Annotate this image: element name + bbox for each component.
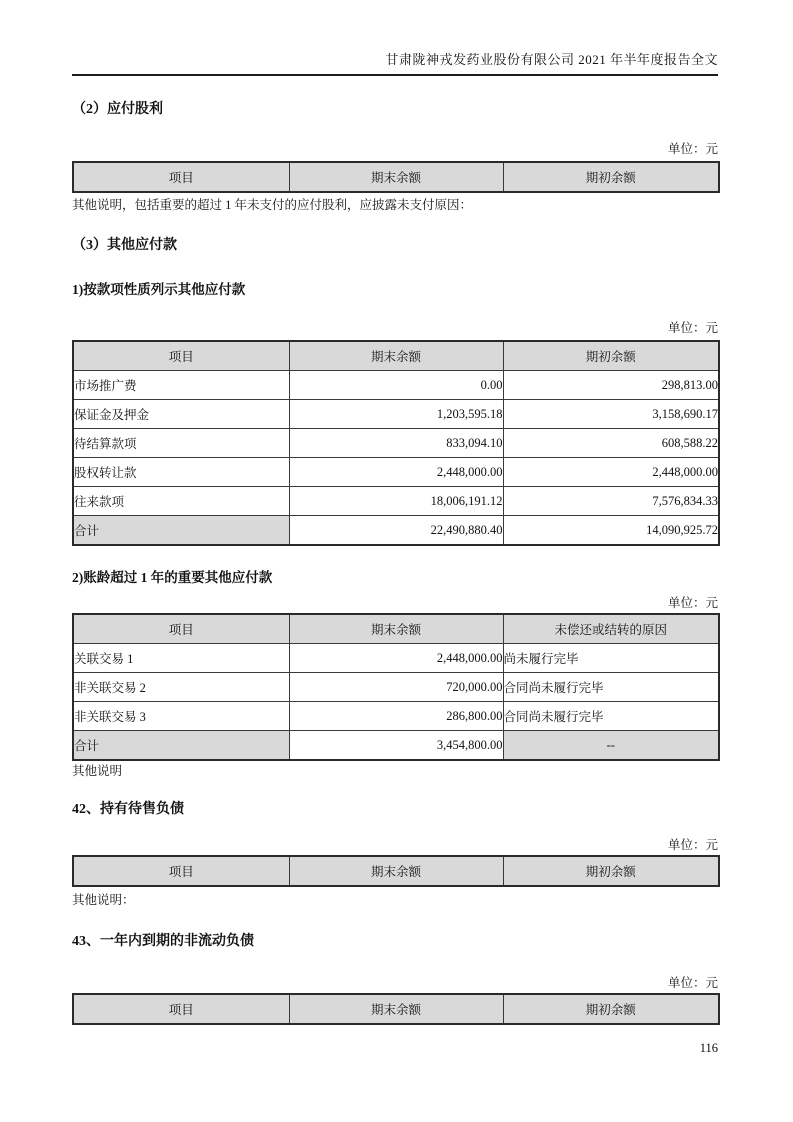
cell-ending: 1,203,595.18 [289,400,503,429]
table-row [73,400,719,429]
cell-total-ending: 22,490,880.40 [289,516,503,546]
col-header-ending: 期末余额 [289,341,503,371]
cell-ending: 720,000.00 [289,673,503,702]
dividends-table [72,161,720,193]
table-header-row [73,614,719,644]
unit-label: 单位：元 [667,838,718,852]
col-header-beginning: 期初余额 [503,341,719,371]
table-row [73,644,719,673]
cell-total-label: 合计 [73,516,289,546]
noncurrent-due-table [72,993,720,1025]
unit-label: 单位：元 [667,321,718,335]
table-row [73,429,719,458]
cell-beginning: 7,576,834.33 [503,487,719,516]
cell-beginning: 3,158,690.17 [503,400,719,429]
col-header-item: 项目 [73,856,289,886]
section-42-heading: 42、持有待售负债 [72,802,184,817]
other-payables-by-nature-table [72,340,720,546]
col-header-beginning: 期初余额 [503,856,719,886]
col-header-item: 项目 [73,614,289,644]
table-row [73,371,719,400]
table-row [73,487,719,516]
table-row [73,673,719,702]
cell-ending: 2,448,000.00 [289,644,503,673]
cell-ending: 2,448,000.00 [289,458,503,487]
cell-total-beginning: 14,090,925.72 [503,516,719,546]
cell-item: 股权转让款 [73,458,289,487]
page-number: 116 [699,1041,718,1055]
table-row [73,458,719,487]
col-header-ending: 期末余额 [289,614,503,644]
cell-beginning: 2,448,000.00 [503,458,719,487]
dividends-note: 其他说明，包括重要的超过 1 年未支付的应付股利，应披露未支付原因： [72,198,473,212]
cell-beginning: 298,813.00 [503,371,719,400]
cell-total-label: 合计 [73,731,289,761]
table-header-row [73,856,719,886]
cell-item: 往来款项 [73,487,289,516]
cell-item: 待结算款项 [73,429,289,458]
subsection-aged-heading: 2)账龄超过 1 年的重要其他应付款 [72,570,273,585]
table-total-row [73,731,719,761]
section-other-payables-heading: （3）其他应付款 [72,238,177,253]
cell-ending: 0.00 [289,371,503,400]
table-header-row [73,341,719,371]
col-header-ending: 期末余额 [289,162,503,192]
cell-ending: 286,800.00 [289,702,503,731]
held-for-sale-note: 其他说明： [72,893,135,907]
section-dividends-heading: （2）应付股利 [72,102,163,117]
cell-ending: 833,094.10 [289,429,503,458]
cell-reason: 合同尚未履行完毕 [503,673,719,702]
col-header-reason: 未偿还或结转的原因 [503,614,719,644]
col-header-item: 项目 [73,162,289,192]
col-header-item: 项目 [73,994,289,1024]
col-header-ending: 期末余额 [289,856,503,886]
table-row [73,702,719,731]
table-header-row [73,994,719,1024]
cell-item: 关联交易 1 [73,644,289,673]
col-header-beginning: 期初余额 [503,162,719,192]
col-header-ending: 期末余额 [289,994,503,1024]
held-for-sale-table [72,855,720,887]
subsection-by-nature-heading: 1)按款项性质列示其他应付款 [72,282,246,297]
table-total-row [73,516,719,546]
cell-reason: 合同尚未履行完毕 [503,702,719,731]
cell-reason: 尚未履行完毕 [503,644,719,673]
cell-item: 市场推广费 [73,371,289,400]
unit-label: 单位：元 [667,142,718,156]
cell-total-ending: 3,454,800.00 [289,731,503,761]
other-payables-note: 其他说明 [72,764,123,778]
cell-total-reason: -- [503,731,719,761]
unit-label: 单位：元 [667,976,718,990]
col-header-item: 项目 [73,341,289,371]
section-43-heading: 43、一年内到期的非流动负债 [72,934,254,949]
cell-item: 保证金及押金 [73,400,289,429]
cell-ending: 18,006,191.12 [289,487,503,516]
cell-beginning: 608,588.22 [503,429,719,458]
cell-item: 非关联交易 2 [73,673,289,702]
col-header-beginning: 期初余额 [503,994,719,1024]
table-header-row [73,162,719,192]
report-title: 甘肃陇神戎发药业股份有限公司 2021 年半年度报告全文 [385,52,718,67]
report-header [72,0,718,76]
cell-item: 非关联交易 3 [73,702,289,731]
aged-other-payables-table [72,613,720,761]
unit-label: 单位：元 [667,596,718,610]
